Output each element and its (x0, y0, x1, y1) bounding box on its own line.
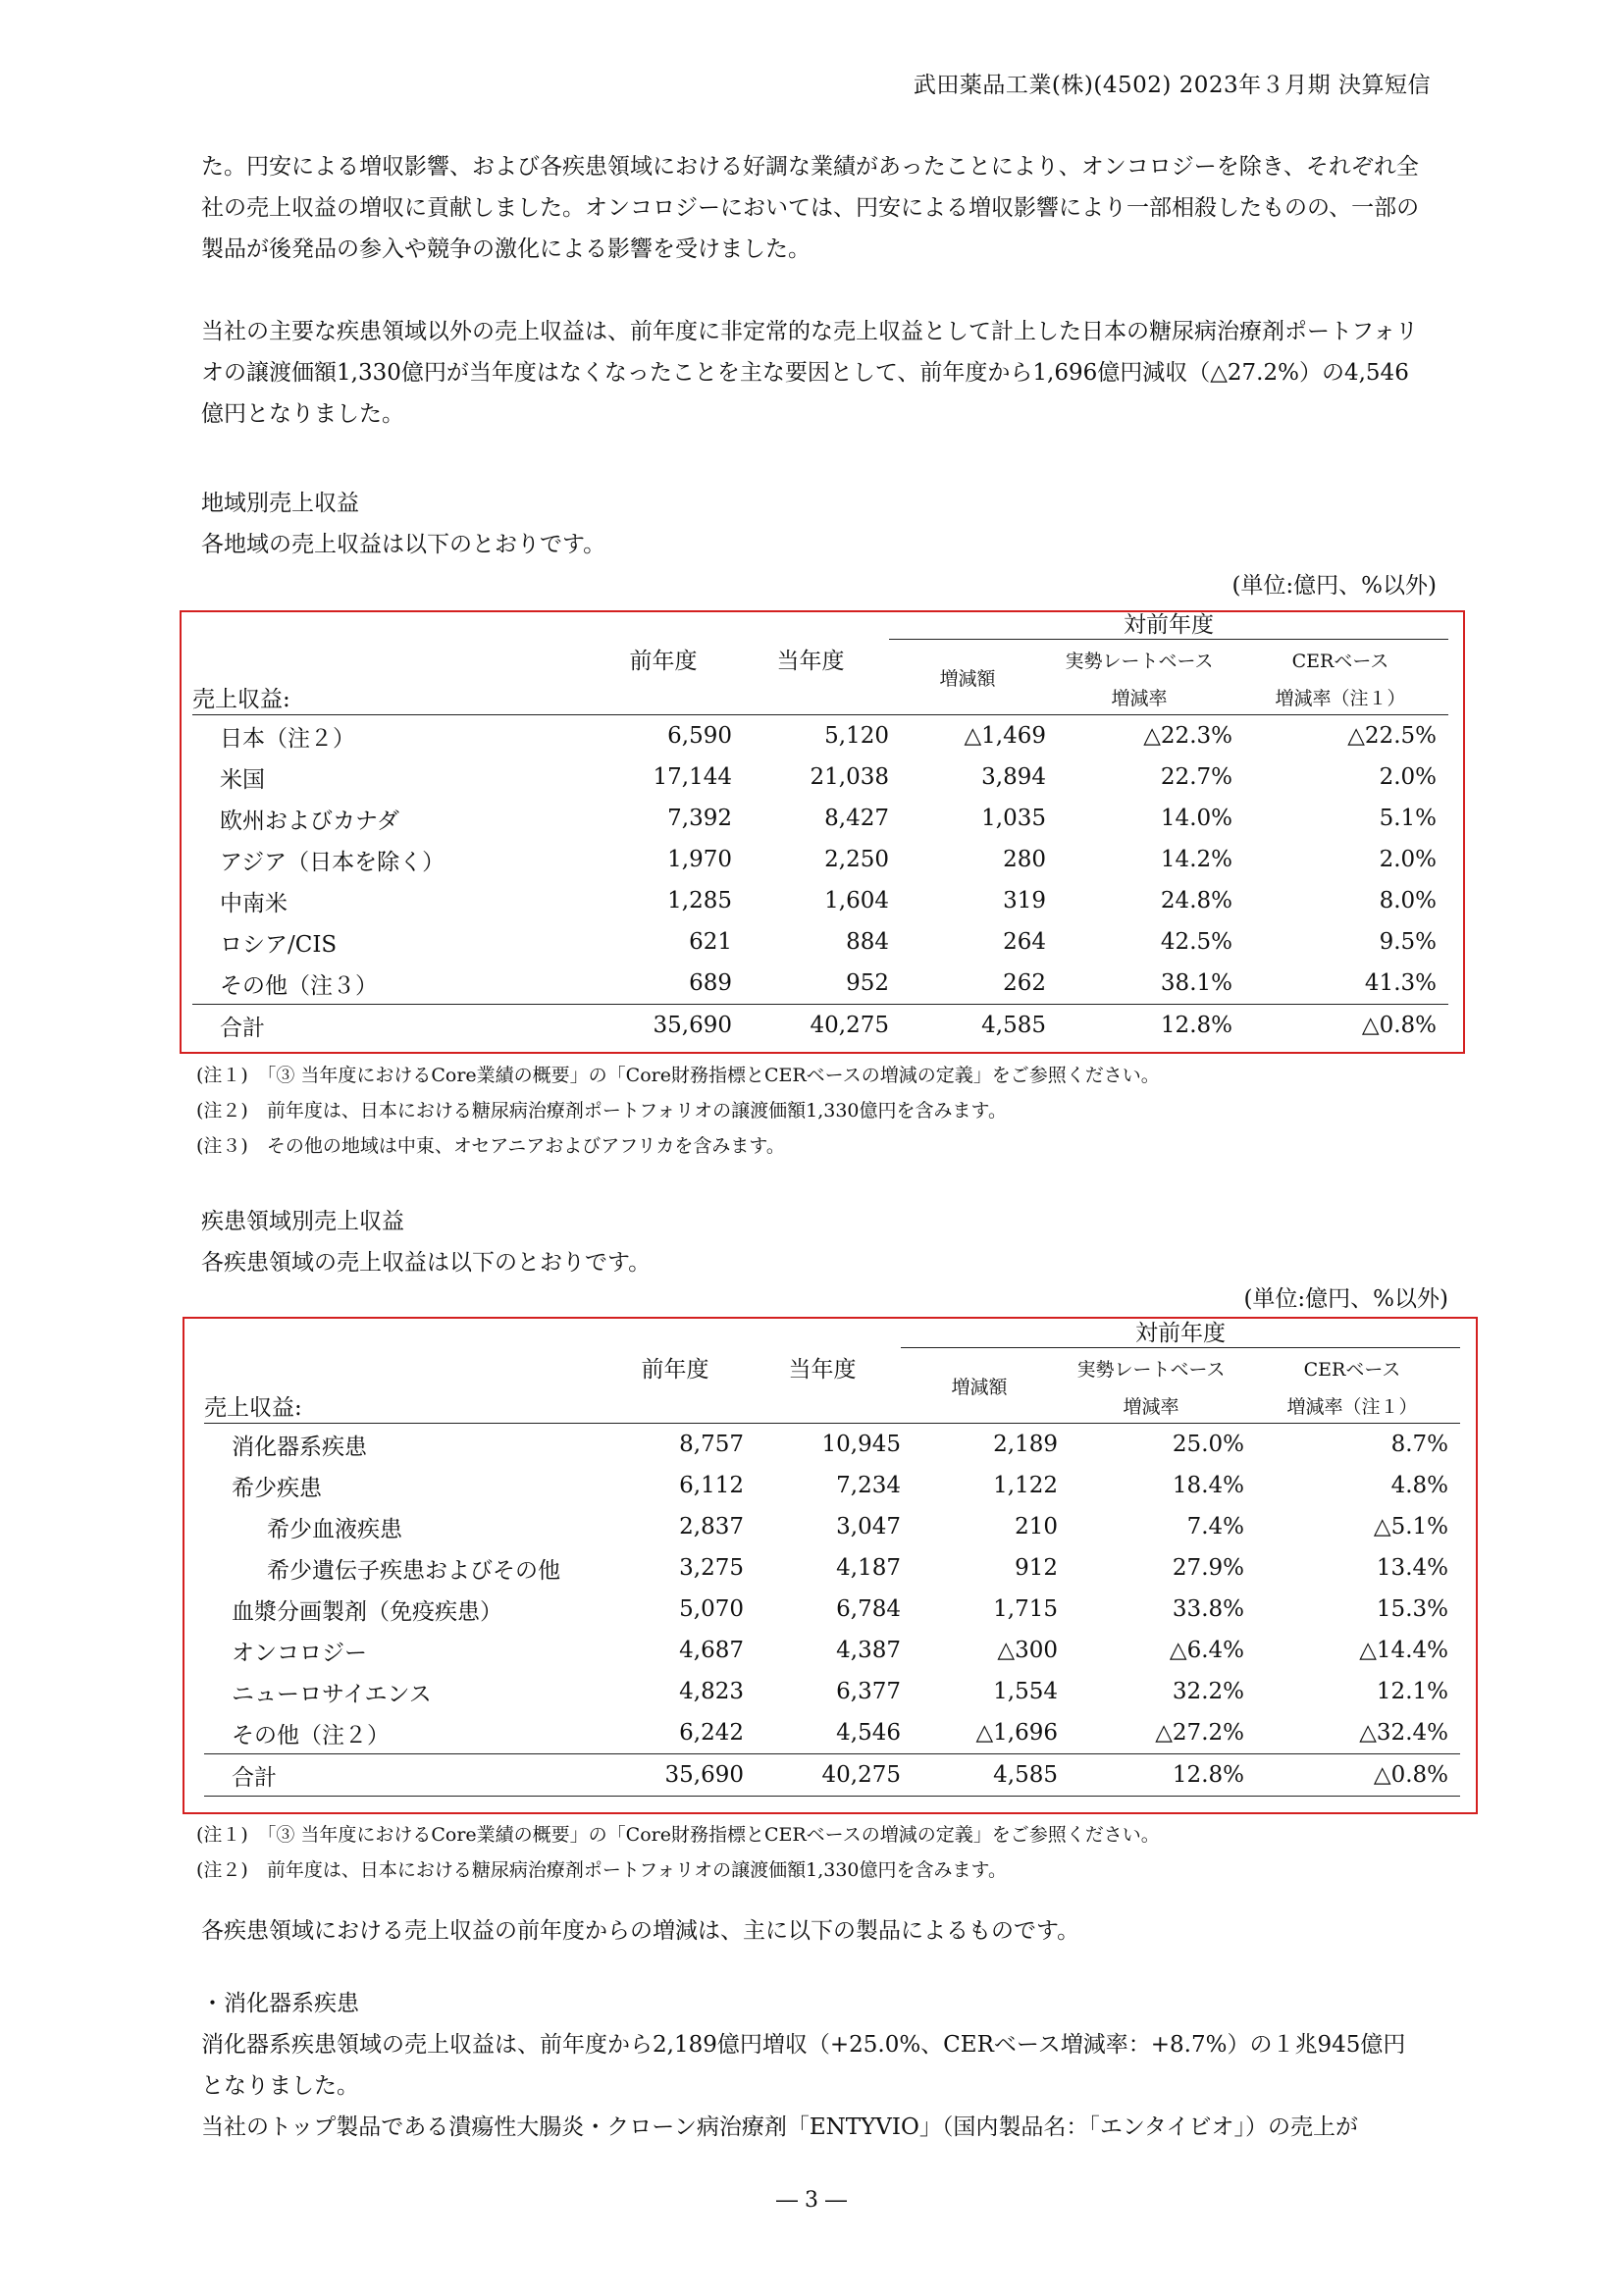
disease-col-curr: 当年度 (788, 1357, 857, 1383)
row-label: アジア（日本を除く） (220, 849, 445, 875)
region-col-prev: 前年度 (629, 649, 698, 675)
row-rate: 14.2% (1160, 847, 1232, 872)
row-label: 欧州およびカナダ (220, 808, 399, 834)
region-col-actual-2: 増減率 (1111, 687, 1168, 709)
region-col-cer-2: 増減率（注１） (1275, 687, 1406, 709)
row-label: 希少疾患 (232, 1475, 322, 1501)
row-rate: △22.3% (1143, 723, 1232, 749)
disease-intro: 各疾患領域の売上収益は以下のとおりです。 (201, 1250, 652, 1276)
table-row (204, 1506, 1460, 1547)
row-rate: 18.4% (1172, 1473, 1244, 1498)
paragraph-5: 当社のトップ製品である潰瘍性大腸炎・クローン病治療剤「ENTYVIO」（国内製品名：「エンタイビオ」）の売上が (201, 2114, 1358, 2140)
region-total-curr: 40,275 (810, 1013, 889, 1038)
table-row (204, 1671, 1460, 1712)
row-prev: 6,590 (667, 723, 732, 749)
paragraph-2: 当社の主要な疾患領域以外の売上収益は、前年度に非定常的な売上収益として計上した日本の糖尿病治療剤ポートフォリオの譲渡価額1,330億円が当年度はなくなったことを主な要因として、前年度から1,696億円減収（△27.2%）の4,546億円となりました。 (201, 319, 1419, 427)
disease-total-chg: 4,585 (993, 1762, 1058, 1788)
row-prev: 1,285 (667, 888, 732, 913)
row-change: 264 (1003, 929, 1046, 955)
row-prev: 1,970 (667, 847, 732, 872)
row-curr: 4,387 (836, 1638, 901, 1663)
table-row (204, 1424, 1460, 1466)
table-row (204, 1465, 1460, 1506)
row-cer: △14.4% (1359, 1638, 1448, 1663)
row-curr: 6,377 (836, 1679, 901, 1704)
region-notes (196, 1058, 1160, 1164)
row-prev: 7,392 (667, 806, 732, 831)
table-row (204, 1589, 1460, 1630)
note-line: (注１) 「③ 当年度におけるCore業績の概要」の「Core財務指標とCERベースの増減の定義」をご参照ください。 (196, 1065, 1160, 1086)
row-curr: 8,427 (824, 806, 889, 831)
table-row (192, 963, 1448, 1005)
row-change: 262 (1003, 970, 1046, 996)
paragraph-4: 消化器系疾患領域の売上収益は、前年度から2,189億円増収（+25.0%、CERベース増減率：+8.7%）の１兆945億円となりました。 (201, 2032, 1406, 2099)
row-rate: 25.0% (1172, 1432, 1244, 1457)
row-label: その他（注３） (220, 972, 378, 999)
row-rate: 27.9% (1172, 1555, 1244, 1581)
region-unit: (単位:億円、%以外) (1231, 573, 1437, 599)
row-change: 1,035 (981, 806, 1046, 831)
region-total-cer: △0.8% (1361, 1013, 1437, 1038)
disease-heading: 疾患領域別売上収益 (201, 1209, 404, 1234)
row-rate: 22.7% (1160, 764, 1232, 790)
row-cer: 8.0% (1379, 888, 1437, 913)
disease-table (204, 1315, 1460, 1797)
region-col-change: 増減額 (939, 667, 996, 690)
row-rate: △27.2% (1155, 1720, 1244, 1746)
note-line: (注３) その他の地域は中東、オセアニアおよびアフリカを含みます。 (196, 1135, 785, 1158)
region-col-curr: 当年度 (776, 649, 845, 675)
row-label: ニューロサイエンス (232, 1681, 432, 1707)
region-col-label: 売上収益: (192, 686, 290, 712)
row-prev: 8,757 (679, 1432, 744, 1457)
disease-total-cer: △0.8% (1373, 1762, 1448, 1788)
row-change: 280 (1003, 847, 1046, 872)
row-label: ロシア/CIS (220, 931, 338, 958)
row-change: 3,894 (981, 764, 1046, 790)
disease-total-prev: 35,690 (664, 1762, 744, 1788)
disease-col-cer-2: 増減率（注１） (1286, 1395, 1418, 1418)
region-total-rate: 12.8% (1160, 1013, 1232, 1038)
paragraph-1: た。円安による増収影響、および各疾患領域における好調な業績があったことにより、オンコロジーを除き、それぞれ全社の売上収益の増収に貢献しました。オンコロジーにおいては、円安による増収影響により一部相殺したものの、一部の製品が後発品の参入や競争の激化による影響を受けました。 (201, 154, 1420, 262)
row-rate: 33.8% (1172, 1596, 1244, 1622)
table-row (204, 1712, 1460, 1754)
row-cer: 2.0% (1379, 764, 1437, 790)
row-prev: 689 (689, 970, 732, 996)
row-curr: 4,546 (836, 1720, 901, 1746)
row-prev: 4,823 (679, 1679, 744, 1704)
row-rate: 7.4% (1186, 1514, 1244, 1539)
row-cer: 5.1% (1379, 806, 1437, 831)
row-prev: 4,687 (679, 1638, 744, 1663)
row-prev: 2,837 (679, 1514, 744, 1539)
row-cer: 12.1% (1376, 1679, 1448, 1704)
row-rate: 38.1% (1160, 970, 1232, 996)
page-header: 武田薬品工業(株)(4502) 2023年３月期 決算短信 (913, 73, 1431, 98)
table-row (192, 921, 1448, 963)
row-prev: 17,144 (653, 764, 732, 790)
paragraph-3: 各疾患領域における売上収益の前年度からの増減は、主に以下の製品によるものです。 (201, 1918, 1080, 1944)
row-cer: 4.8% (1390, 1473, 1448, 1498)
row-curr: 7,234 (836, 1473, 901, 1498)
row-cer: 13.4% (1376, 1555, 1448, 1581)
row-cer: △32.4% (1359, 1720, 1448, 1746)
disease-col-group: 対前年度 (901, 1315, 1460, 1348)
row-label: 希少血液疾患 (267, 1516, 402, 1542)
row-label: 米国 (220, 766, 265, 793)
table-row (192, 715, 1448, 757)
note-line: (注２) 前年度は、日本における糖尿病治療剤ポートフォリオの譲渡価額1,330億円を含みます。 (196, 1100, 1007, 1122)
row-label: その他（注２） (232, 1722, 390, 1748)
disease-col-label: 売上収益: (204, 1394, 302, 1421)
region-table (192, 606, 1448, 1046)
row-change: 210 (1015, 1514, 1058, 1539)
table-row (192, 757, 1448, 798)
region-col-group: 対前年度 (889, 606, 1448, 640)
table-row (192, 839, 1448, 880)
row-cer: 15.3% (1376, 1596, 1448, 1622)
row-curr: 21,038 (810, 764, 889, 790)
row-label: 希少遺伝子疾患およびその他 (267, 1557, 560, 1584)
table-row (192, 798, 1448, 839)
table-row (204, 1547, 1460, 1589)
row-prev: 5,070 (679, 1596, 744, 1622)
disease-col-prev: 前年度 (641, 1357, 709, 1383)
region-total-prev: 35,690 (653, 1013, 732, 1038)
row-curr: 5,120 (824, 723, 889, 749)
region-col-actual-1: 実勢レートベース (1065, 650, 1214, 672)
row-label: 消化器系疾患 (232, 1434, 367, 1460)
row-change: △1,469 (964, 723, 1046, 749)
row-change: △300 (997, 1638, 1058, 1663)
row-prev: 3,275 (679, 1555, 744, 1581)
row-curr: 2,250 (824, 847, 889, 872)
region-table-body (192, 715, 1448, 1005)
row-label: オンコロジー (232, 1640, 367, 1666)
disease-col-cer-1: CERベース (1303, 1358, 1401, 1381)
row-label: 血漿分画製剤（免疫疾患） (232, 1598, 502, 1625)
row-change: 319 (1003, 888, 1046, 913)
row-prev: 6,112 (679, 1473, 744, 1498)
disease-notes (196, 1817, 1160, 1888)
bullet-gi: ・消化器系疾患 (201, 1991, 359, 2016)
disease-total-rate: 12.8% (1172, 1762, 1244, 1788)
region-total-label: 合計 (220, 1015, 265, 1041)
row-change: 2,189 (993, 1432, 1058, 1457)
row-cer: 41.3% (1364, 970, 1437, 996)
row-cer: 8.7% (1390, 1432, 1448, 1457)
row-curr: 3,047 (836, 1514, 901, 1539)
row-curr: 1,604 (824, 888, 889, 913)
row-curr: 884 (846, 929, 889, 955)
row-cer: △22.5% (1347, 723, 1437, 749)
row-rate: 42.5% (1160, 929, 1232, 955)
page-number: ― 3 ― (776, 2188, 847, 2213)
row-change: 912 (1015, 1555, 1058, 1581)
row-prev: 621 (689, 929, 732, 955)
region-total-row (192, 1005, 1448, 1047)
row-cer: 2.0% (1379, 847, 1437, 872)
disease-col-actual-1: 実勢レートベース (1076, 1358, 1226, 1381)
row-label: 中南米 (220, 890, 288, 916)
note-line: (注２) 前年度は、日本における糖尿病治療剤ポートフォリオの譲渡価額1,330億円を含みます。 (196, 1859, 1007, 1882)
row-rate: 32.2% (1172, 1679, 1244, 1704)
row-curr: 952 (846, 970, 889, 996)
row-change: 1,715 (993, 1596, 1058, 1622)
table-row (204, 1630, 1460, 1671)
region-total-chg: 4,585 (981, 1013, 1046, 1038)
row-cer: 9.5% (1379, 929, 1437, 955)
disease-total-row (204, 1754, 1460, 1797)
row-curr: 6,784 (836, 1596, 901, 1622)
disease-table-body (204, 1424, 1460, 1754)
row-change: 1,554 (993, 1679, 1058, 1704)
row-prev: 6,242 (679, 1720, 744, 1746)
disease-col-change: 増減額 (951, 1376, 1008, 1398)
row-change: 1,122 (993, 1473, 1058, 1498)
row-label: 日本（注２） (220, 725, 355, 752)
table-row (192, 880, 1448, 921)
disease-total-label: 合計 (232, 1764, 277, 1791)
disease-unit: (単位:億円、%以外) (1243, 1286, 1448, 1312)
row-rate: 24.8% (1160, 888, 1232, 913)
region-heading: 地域別売上収益 (201, 491, 359, 516)
disease-col-actual-2: 増減率 (1123, 1395, 1179, 1418)
note-line: (注１) 「③ 当年度におけるCore業績の概要」の「Core財務指標とCERベースの増減の定義」をご参照ください。 (196, 1824, 1160, 1846)
region-intro: 各地域の売上収益は以下のとおりです。 (201, 532, 606, 557)
disease-total-curr: 40,275 (821, 1762, 901, 1788)
row-cer: △5.1% (1373, 1514, 1448, 1539)
row-change: △1,696 (975, 1720, 1058, 1746)
row-rate: △6.4% (1169, 1638, 1244, 1663)
row-rate: 14.0% (1160, 806, 1232, 831)
row-curr: 4,187 (836, 1555, 901, 1581)
row-curr: 10,945 (821, 1432, 901, 1457)
region-col-cer-1: CERベース (1291, 650, 1389, 672)
